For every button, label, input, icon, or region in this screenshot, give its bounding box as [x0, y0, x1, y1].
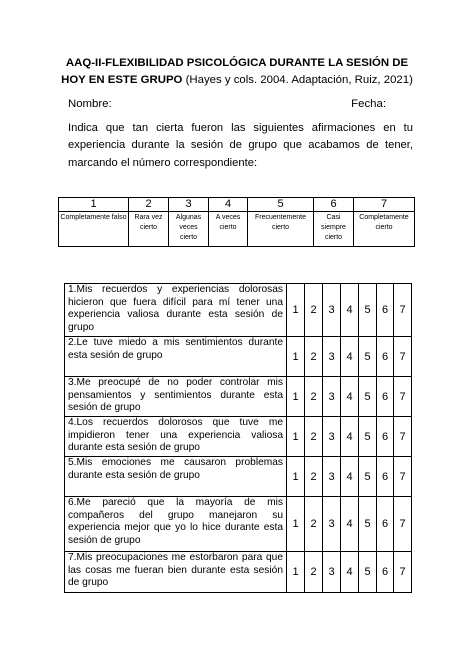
rating-option[interactable]: 4 [341, 377, 359, 417]
scale-number: 2 [129, 198, 169, 212]
title-bold: AAQ-II-FLEXIBILIDAD PSICOLÓGICA DURANTE LA SESIÓN DE HOY EN ESTE GRUPO [61, 57, 409, 86]
rating-option[interactable]: 5 [359, 284, 377, 337]
rating-option[interactable]: 5 [359, 457, 377, 497]
table-row [65, 497, 412, 552]
rating-option[interactable]: 4 [341, 552, 359, 593]
rating-option[interactable]: 3 [323, 552, 341, 593]
rating-option[interactable]: 3 [323, 284, 341, 337]
rating-option[interactable]: 2 [305, 284, 323, 337]
scale-number: 4 [209, 198, 248, 212]
fecha-label: Fecha: [351, 98, 386, 110]
rating-option[interactable]: 7 [394, 497, 412, 552]
rating-option[interactable]: 1 [287, 337, 305, 377]
rating-option[interactable]: 1 [287, 284, 305, 337]
rating-option[interactable]: 2 [305, 417, 323, 457]
rating-option[interactable]: 6 [377, 457, 394, 497]
rating-option[interactable]: 5 [359, 497, 377, 552]
rating-option[interactable]: 5 [359, 337, 377, 377]
scale-number: 6 [314, 198, 354, 212]
rating-option[interactable]: 3 [323, 417, 341, 457]
rating-option[interactable]: 3 [323, 337, 341, 377]
table-row [65, 552, 412, 593]
scale-label: Algunas veces cierto [169, 212, 209, 247]
items-table [64, 283, 412, 593]
rating-option[interactable]: 2 [305, 552, 323, 593]
scale-label: Completamente falso [59, 212, 129, 247]
item-text: 4.Los recuerdos dolorosos que tuve me impidieron tener una experiencia valiosa durante esta sesión de grupo [65, 417, 287, 457]
rating-option[interactable]: 2 [305, 457, 323, 497]
rating-option[interactable]: 6 [377, 417, 394, 457]
rating-option[interactable]: 4 [341, 337, 359, 377]
response-scale-table [58, 197, 415, 247]
table-row [65, 337, 412, 377]
rating-option[interactable]: 7 [394, 284, 412, 337]
rating-option[interactable]: 6 [377, 337, 394, 377]
item-text: 5.Mis emociones me causaron problemas durante esta sesión de grupo [65, 457, 287, 497]
item-text: 2.Le tuve miedo a mis sentimientos durante esta sesión de grupo [65, 337, 287, 377]
rating-option[interactable]: 5 [359, 377, 377, 417]
document-title [54, 55, 420, 89]
item-text: 1.Mis recuerdos y experiencias dolorosas hicieron que fuera difícil para mí tener una experiencia valiosa durante esta sesión de grupo [65, 284, 287, 337]
name-date-row [68, 98, 386, 110]
rating-option[interactable]: 7 [394, 377, 412, 417]
rating-option[interactable]: 1 [287, 417, 305, 457]
rating-option[interactable]: 4 [341, 417, 359, 457]
table-row [65, 284, 412, 337]
scale-labels-row [59, 212, 415, 247]
item-text: 3.Me preocupé de no poder controlar mis pensamientos y sentimientos durante esta sesión de grupo [65, 377, 287, 417]
scale-numbers-row [59, 198, 415, 212]
scale-number: 5 [248, 198, 314, 212]
rating-option[interactable]: 6 [377, 377, 394, 417]
scale-number: 7 [354, 198, 415, 212]
rating-option[interactable]: 1 [287, 457, 305, 497]
rating-option[interactable]: 2 [305, 377, 323, 417]
rating-option[interactable]: 3 [323, 457, 341, 497]
rating-option[interactable]: 6 [377, 284, 394, 337]
scale-label: Casi siempre cierto [314, 212, 354, 247]
scale-label: Frecuentemente cierto [248, 212, 314, 247]
rating-option[interactable]: 7 [394, 457, 412, 497]
table-row [65, 457, 412, 497]
scale-label: A veces cierto [209, 212, 248, 247]
item-text: 6.Me pareció que la mayoría de mis compañeros del grupo manejaron su experiencia mejor que yo lo hice durante esta sesión de grupo [65, 497, 287, 552]
rating-option[interactable]: 7 [394, 337, 412, 377]
rating-option[interactable]: 6 [377, 552, 394, 593]
item-text: 7.Mis preocupaciones me estorbaron para que las cosas me fueran bien durante esta sesión de grupo [65, 552, 287, 593]
rating-option[interactable]: 3 [323, 497, 341, 552]
rating-option[interactable]: 1 [287, 377, 305, 417]
scale-number: 1 [59, 198, 129, 212]
rating-option[interactable]: 7 [394, 417, 412, 457]
rating-option[interactable]: 4 [341, 284, 359, 337]
title-citation: (Hayes y cols. 2004. Adaptación, Ruiz, 2021) [182, 74, 413, 86]
scale-label: Rara vez cierto [129, 212, 169, 247]
nombre-label: Nombre: [68, 98, 112, 110]
scale-label: Completamente cierto [354, 212, 415, 247]
instructions: Indica que tan cierta fueron las siguientes afirmaciones en tu experiencia durante la sesión de grupo que acabamos de tener, marcando el número correspondiente: [68, 122, 413, 169]
rating-option[interactable]: 2 [305, 337, 323, 377]
rating-option[interactable]: 2 [305, 497, 323, 552]
rating-option[interactable]: 1 [287, 497, 305, 552]
rating-option[interactable]: 1 [287, 552, 305, 593]
table-row [65, 417, 412, 457]
rating-option[interactable]: 6 [377, 497, 394, 552]
rating-option[interactable]: 5 [359, 417, 377, 457]
rating-option[interactable]: 5 [359, 552, 377, 593]
scale-number: 3 [169, 198, 209, 212]
rating-option[interactable]: 4 [341, 497, 359, 552]
rating-option[interactable]: 4 [341, 457, 359, 497]
rating-option[interactable]: 3 [323, 377, 341, 417]
table-row [65, 377, 412, 417]
rating-option[interactable]: 7 [394, 552, 412, 593]
